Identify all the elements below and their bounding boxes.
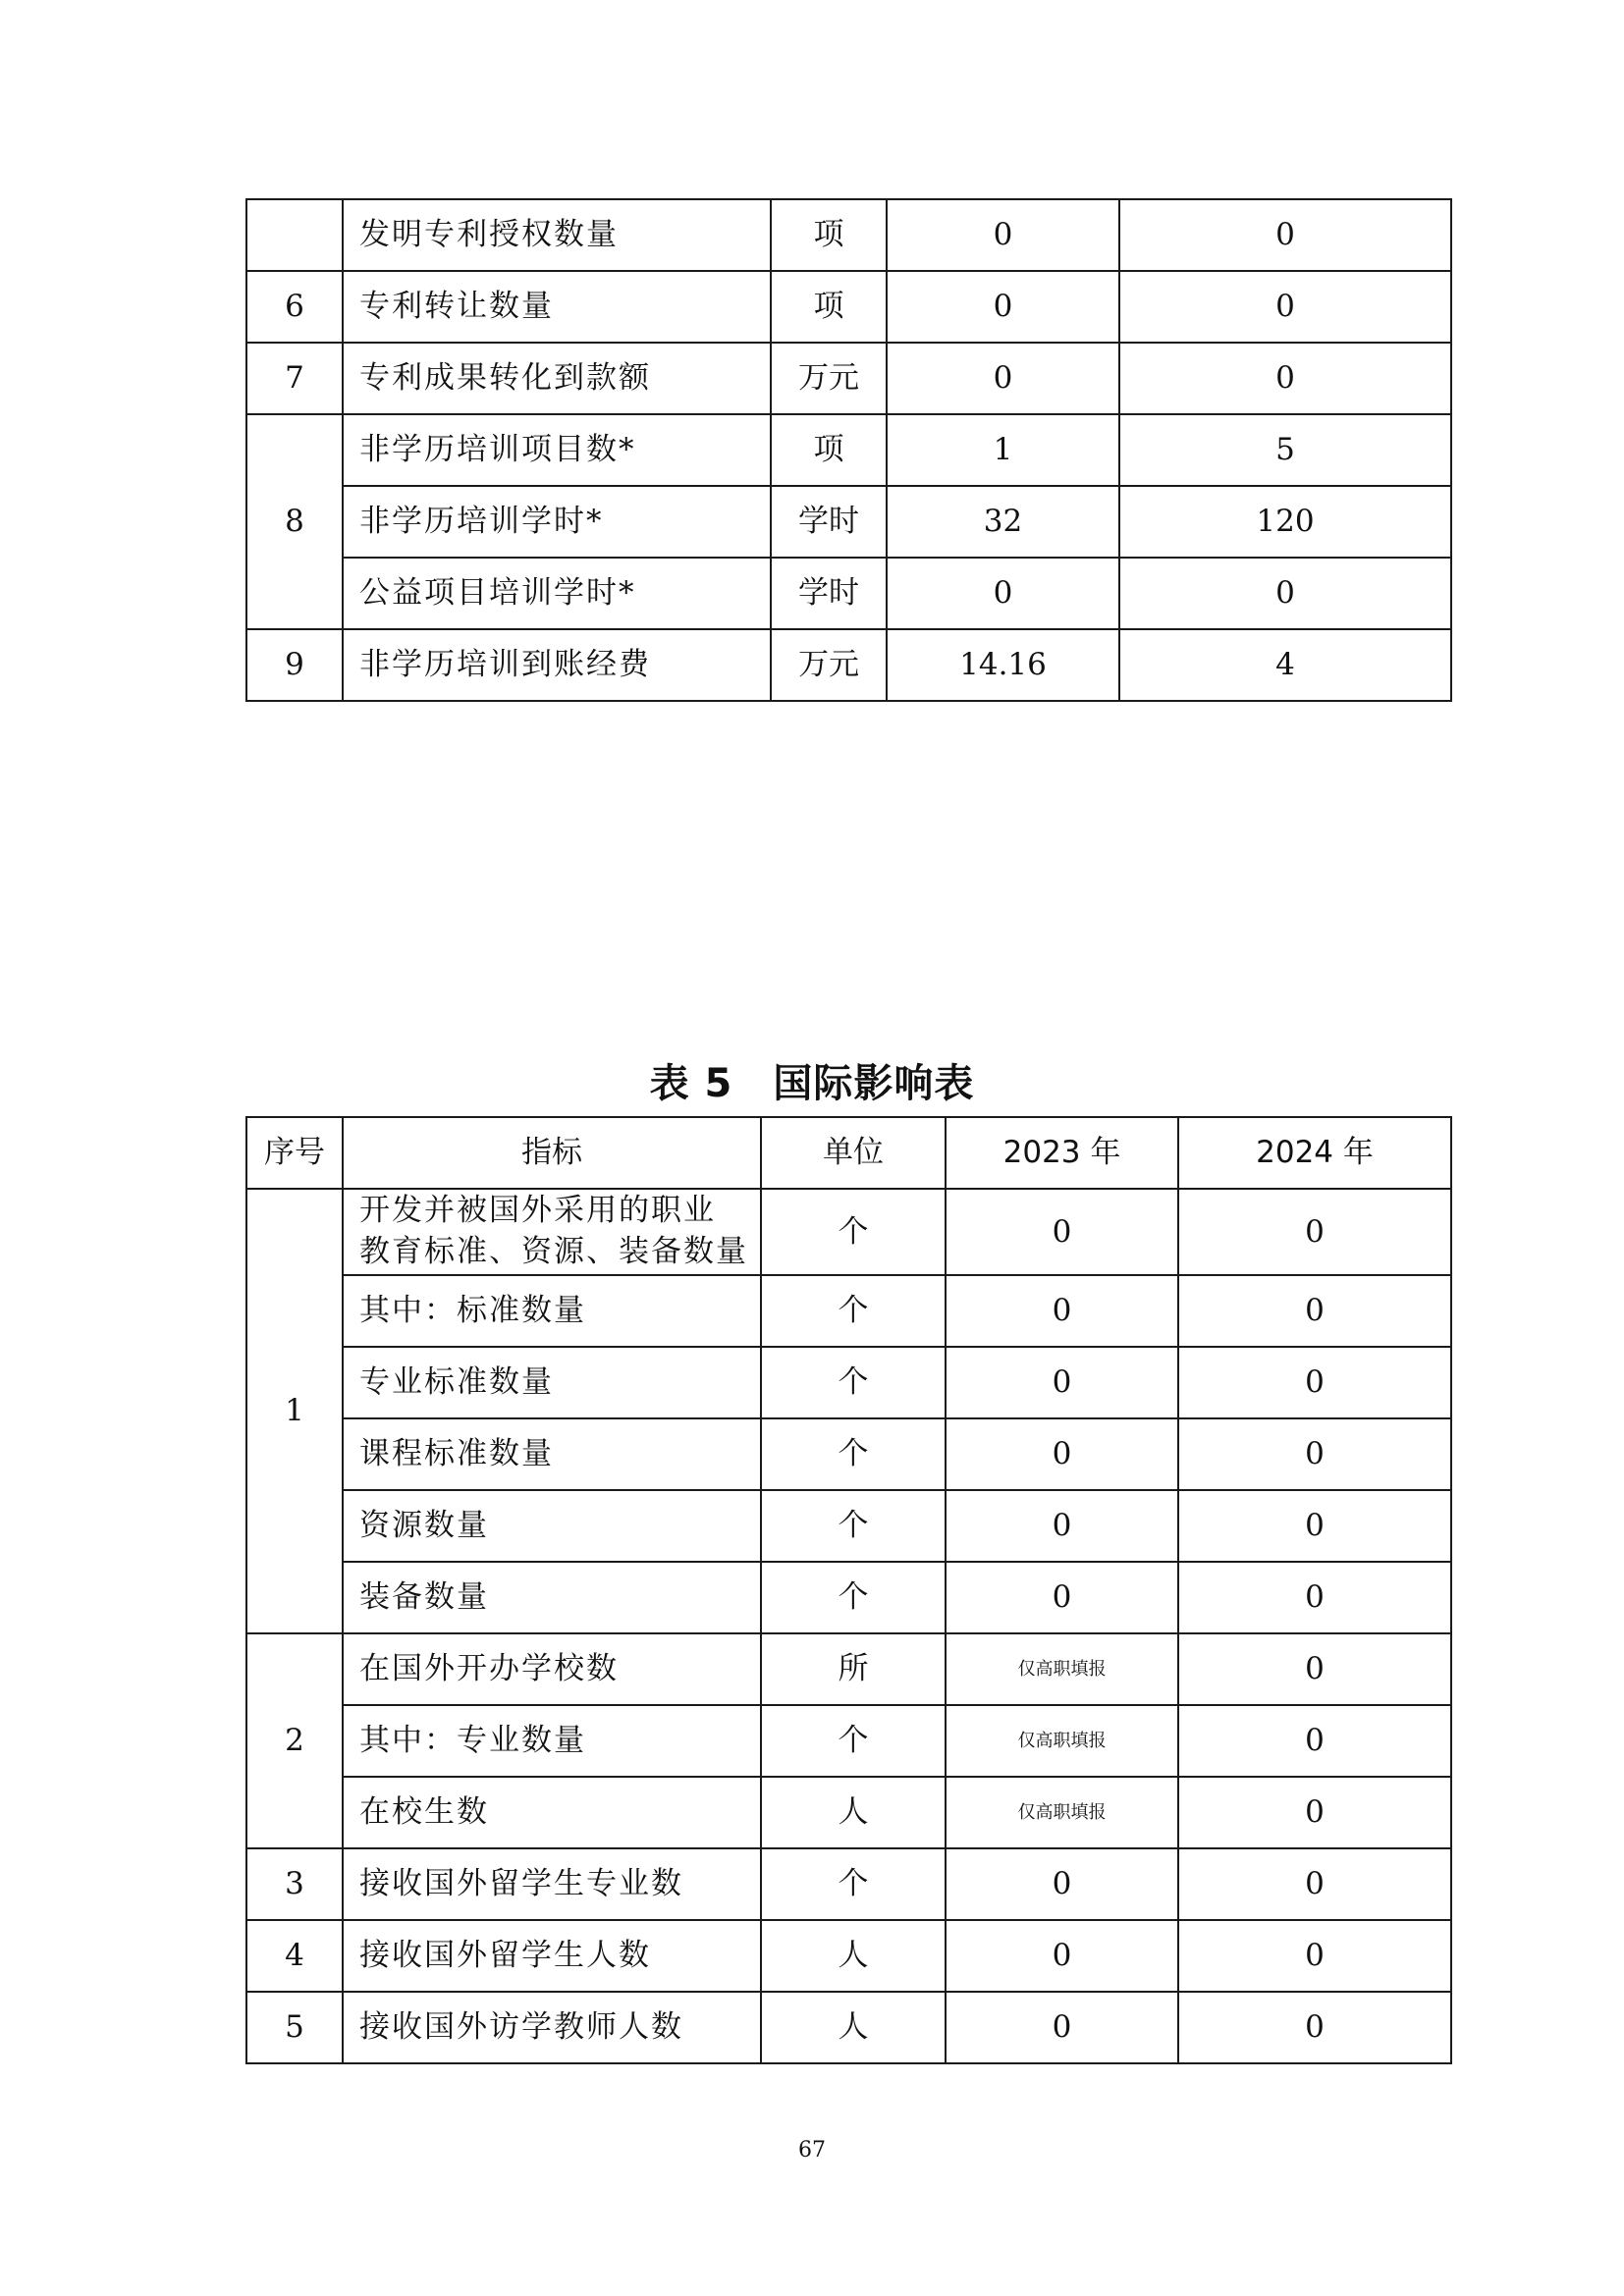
- unit-cell: 学时: [771, 558, 887, 629]
- table-title: 表 5 国际影响表: [649, 1061, 975, 1106]
- continued-table: [245, 198, 1452, 702]
- page-number: 67: [798, 2138, 826, 2163]
- unit-cell: 项: [771, 271, 887, 343]
- unit-cell: 人: [761, 1920, 946, 1992]
- table-row: [246, 1490, 1451, 1562]
- unit-cell: 学时: [771, 486, 887, 558]
- value-2024-cell: 0: [1119, 343, 1451, 414]
- value-2024-cell: 0: [1178, 1777, 1451, 1848]
- seq-cell: 7: [246, 343, 343, 414]
- indicator-cell: 接收国外访学教师人数: [343, 1992, 761, 2063]
- unit-cell: 个: [761, 1848, 946, 1920]
- indicator-cell: 其中：专业数量: [343, 1705, 761, 1777]
- indicator-cell: 接收国外留学生人数: [343, 1920, 761, 1992]
- table-row: [246, 414, 1451, 486]
- indicator-cell: 非学历培训学时*: [343, 486, 771, 558]
- seq-cell: 1: [246, 1189, 343, 1633]
- table-header-row: [246, 1117, 1451, 1189]
- seq-cell: 2: [246, 1633, 343, 1848]
- indicator-cell: 公益项目培训学时*: [343, 558, 771, 629]
- seq-cell: [246, 199, 343, 271]
- seq-cell: 4: [246, 1920, 343, 1992]
- indicator-cell: 非学历培训项目数*: [343, 414, 771, 486]
- table-row: [246, 1848, 1451, 1920]
- unit-cell: 个: [761, 1275, 946, 1347]
- indicator-cell: 装备数量: [343, 1562, 761, 1633]
- indicator-cell: 专业标准数量: [343, 1347, 761, 1418]
- value-2023-cell: 0: [946, 1189, 1178, 1275]
- value-2024-cell: 0: [1178, 1347, 1451, 1418]
- value-2023-cell: 0: [946, 1992, 1178, 2063]
- value-2024-cell: 0: [1178, 1418, 1451, 1490]
- value-2023-cell: 0: [946, 1848, 1178, 1920]
- value-2023-cell: 32: [887, 486, 1119, 558]
- table-row: [246, 1633, 1451, 1705]
- unit-cell: 人: [761, 1777, 946, 1848]
- indicator-cell: 资源数量: [343, 1490, 761, 1562]
- unit-cell: 所: [761, 1633, 946, 1705]
- value-2024-cell: 0: [1178, 1275, 1451, 1347]
- unit-cell: 个: [761, 1418, 946, 1490]
- value-2023-cell: 0: [946, 1562, 1178, 1633]
- header-2024: 2024 年: [1178, 1117, 1451, 1189]
- unit-cell: 万元: [771, 343, 887, 414]
- table-row: [246, 1705, 1451, 1777]
- value-2023-cell: 仅高职填报: [946, 1705, 1178, 1777]
- table-row: [246, 343, 1451, 414]
- header-indicator: 指标: [343, 1117, 761, 1189]
- unit-cell: 个: [761, 1490, 946, 1562]
- indicator-line-1: 开发并被国外采用的职业: [359, 1193, 716, 1229]
- unit-cell: 人: [761, 1992, 946, 2063]
- unit-cell: 个: [761, 1347, 946, 1418]
- value-2024-cell: 5: [1119, 414, 1451, 486]
- value-2024-cell: 0: [1119, 271, 1451, 343]
- unit-cell: 万元: [771, 629, 887, 701]
- value-2024-cell: 0: [1178, 1848, 1451, 1920]
- table-row: [246, 629, 1451, 701]
- table-row: [246, 271, 1451, 343]
- value-2024-cell: 0: [1178, 1633, 1451, 1705]
- indicator-cell: 专利转让数量: [343, 271, 771, 343]
- seq-cell: 6: [246, 271, 343, 343]
- table-row: [246, 1920, 1451, 1992]
- value-2023-cell: 0: [887, 199, 1119, 271]
- value-2024-cell: 0: [1178, 1992, 1451, 2063]
- indicator-cell: 非学历培训到账经费: [343, 629, 771, 701]
- header-2023: 2023 年: [946, 1117, 1178, 1189]
- value-2024-cell: 0: [1178, 1490, 1451, 1562]
- header-seq: 序号: [246, 1117, 343, 1189]
- table-row: [246, 1189, 1451, 1275]
- table-row: [246, 1418, 1451, 1490]
- header-unit: 单位: [761, 1117, 946, 1189]
- indicator-cell: 发明专利授权数量: [343, 199, 771, 271]
- seq-cell: 9: [246, 629, 343, 701]
- value-2023-cell: 仅高职填报: [946, 1777, 1178, 1848]
- value-2024-cell: 4: [1119, 629, 1451, 701]
- seq-cell: 3: [246, 1848, 343, 1920]
- indicator-cell: 在校生数: [343, 1777, 761, 1848]
- international-influence-table: [245, 1116, 1452, 2064]
- unit-cell: 个: [761, 1562, 946, 1633]
- indicator-cell: [343, 1189, 761, 1275]
- value-2024-cell: 0: [1119, 199, 1451, 271]
- table-row: [246, 1777, 1451, 1848]
- value-2024-cell: 120: [1119, 486, 1451, 558]
- table-row: [246, 1275, 1451, 1347]
- value-2023-cell: 0: [946, 1418, 1178, 1490]
- value-2023-cell: 0: [887, 558, 1119, 629]
- value-2023-cell: 0: [946, 1275, 1178, 1347]
- indicator-cell: 接收国外留学生专业数: [343, 1848, 761, 1920]
- indicator-cell: 在国外开办学校数: [343, 1633, 761, 1705]
- value-2024-cell: 0: [1178, 1920, 1451, 1992]
- seq-cell: 5: [246, 1992, 343, 2063]
- value-2023-cell: 14.16: [887, 629, 1119, 701]
- table-row: [246, 1562, 1451, 1633]
- table-row: [246, 1992, 1451, 2063]
- unit-cell: 项: [771, 414, 887, 486]
- value-2023-cell: 仅高职填报: [946, 1633, 1178, 1705]
- unit-cell: 项: [771, 199, 887, 271]
- value-2024-cell: 0: [1178, 1562, 1451, 1633]
- indicator-line-2: 教育标准、资源、装备数量: [359, 1234, 748, 1269]
- value-2024-cell: 0: [1178, 1189, 1451, 1275]
- value-2023-cell: 0: [887, 271, 1119, 343]
- unit-cell: 个: [761, 1189, 946, 1275]
- value-2023-cell: 0: [887, 343, 1119, 414]
- value-2023-cell: 0: [946, 1920, 1178, 1992]
- unit-cell: 个: [761, 1705, 946, 1777]
- value-2024-cell: 0: [1178, 1705, 1451, 1777]
- table-row: [246, 558, 1451, 629]
- indicator-cell: 专利成果转化到款额: [343, 343, 771, 414]
- value-2023-cell: 0: [946, 1490, 1178, 1562]
- indicator-cell: 其中：标准数量: [343, 1275, 761, 1347]
- table-row: [246, 1347, 1451, 1418]
- indicator-cell: 课程标准数量: [343, 1418, 761, 1490]
- seq-cell: 8: [246, 414, 343, 629]
- table-row: [246, 486, 1451, 558]
- value-2023-cell: 1: [887, 414, 1119, 486]
- value-2023-cell: 0: [946, 1347, 1178, 1418]
- table-row: [246, 199, 1451, 271]
- value-2024-cell: 0: [1119, 558, 1451, 629]
